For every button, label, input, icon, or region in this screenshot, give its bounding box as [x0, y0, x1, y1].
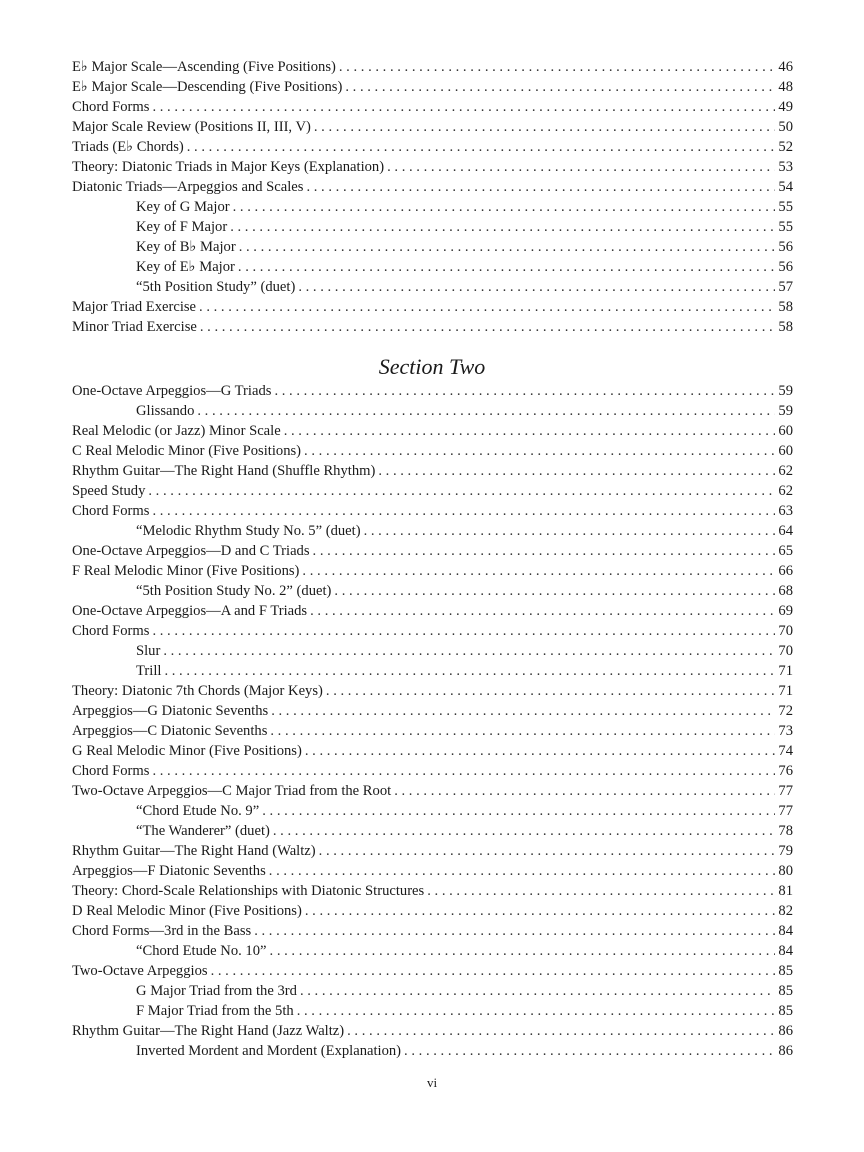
dot-leader [401, 1041, 775, 1061]
toc-entry-title: Trill [136, 663, 162, 679]
toc-entry[interactable] [72, 861, 793, 881]
dot-leader [197, 317, 775, 337]
dot-leader [311, 117, 775, 137]
toc-entry[interactable] [72, 801, 793, 821]
toc-entry[interactable] [72, 157, 793, 177]
toc-entry-title: Chord Forms—3rd in the Bass [72, 923, 252, 939]
dot-leader [161, 661, 775, 681]
toc-entry-page-number: 69 [778, 603, 793, 619]
dot-leader [342, 77, 775, 97]
toc-entry[interactable] [72, 1041, 793, 1061]
toc-entry-page-number: 86 [778, 1043, 793, 1059]
toc-entry-page-number: 57 [778, 279, 793, 295]
toc-entry-page-number: 71 [778, 683, 793, 699]
toc-entry-title: Arpeggios—F Diatonic Sevenths [72, 863, 266, 879]
toc-entry[interactable] [72, 421, 793, 441]
toc-entry[interactable] [72, 461, 793, 481]
toc-entry-title: Chord Forms [72, 99, 150, 115]
toc-list-part-one [72, 57, 793, 337]
toc-entry[interactable] [72, 401, 793, 421]
toc-entry-page-number: 62 [778, 483, 793, 499]
toc-entry-page-number: 65 [778, 543, 793, 559]
toc-entry-title: G Major Triad from the 3rd [136, 983, 297, 999]
toc-entry-page-number: 85 [778, 983, 793, 999]
dot-leader [160, 641, 775, 661]
toc-entry-title: Real Melodic (or Jazz) Minor Scale [72, 423, 281, 439]
toc-entry[interactable] [72, 581, 793, 601]
toc-entry-title: Rhythm Guitar—The Right Hand (Jazz Waltz) [72, 1023, 345, 1039]
page-number-footer: vi [426, 1075, 438, 1090]
dot-leader [227, 217, 775, 237]
toc-entry[interactable] [72, 681, 793, 701]
toc-entry[interactable] [72, 57, 793, 77]
dot-leader [235, 257, 775, 277]
toc-entry[interactable] [72, 701, 793, 721]
toc-entry-page-number: 64 [778, 523, 793, 539]
toc-entry-page-number: 70 [778, 623, 793, 639]
toc-entry[interactable] [72, 721, 793, 741]
dot-leader [391, 781, 775, 801]
toc-entry-page-number: 63 [778, 503, 793, 519]
dot-leader [375, 461, 775, 481]
dot-leader [344, 1021, 775, 1041]
dot-leader [336, 57, 775, 77]
toc-entry-title: One-Octave Arpeggios—D and C Triads [72, 543, 310, 559]
toc-entry-title: Chord Forms [72, 763, 150, 779]
dot-leader [384, 157, 775, 177]
toc-entry[interactable] [72, 441, 793, 461]
toc-entry-title: Theory: Diatonic Triads in Major Keys (Explanation) [72, 159, 385, 175]
dot-leader [208, 961, 775, 981]
toc-entry[interactable] [72, 277, 793, 297]
toc-entry-title: Inverted Mordent and Mordent (Explanation) [136, 1043, 402, 1059]
toc-entry-title: Theory: Chord-Scale Relationships with Diatonic Structures [72, 883, 425, 899]
toc-entry-title: Slur [136, 643, 161, 659]
dot-leader [331, 581, 775, 601]
toc-entry[interactable] [72, 137, 793, 157]
dot-leader [424, 881, 775, 901]
toc-entry-title: Diatonic Triads—Arpeggios and Scales [72, 179, 304, 195]
toc-entry-page-number: 86 [778, 1023, 793, 1039]
toc-entry-title: Rhythm Guitar—The Right Hand (Waltz) [72, 843, 316, 859]
toc-entry-title: F Major Triad from the 5th [136, 1003, 294, 1019]
toc-entry-title: C Real Melodic Minor (Five Positions) [72, 443, 302, 459]
toc-entry[interactable] [72, 77, 793, 97]
toc-entry[interactable] [72, 561, 793, 581]
toc-entry-page-number: 46 [778, 59, 793, 75]
dot-leader [297, 981, 775, 1001]
toc-entry-page-number: 56 [778, 239, 793, 255]
dot-leader [267, 721, 775, 741]
toc-entry-title: E♭ Major Scale—Ascending (Five Positions) [72, 59, 336, 75]
dot-leader [295, 277, 775, 297]
dot-leader [281, 421, 775, 441]
dot-leader [149, 761, 775, 781]
dot-leader [310, 541, 775, 561]
toc-entry-title: Speed Study [72, 483, 146, 499]
toc-entry-title: Glissando [136, 403, 195, 419]
toc-entry[interactable] [72, 841, 793, 861]
toc-entry-title: Arpeggios—C Diatonic Sevenths [72, 723, 268, 739]
toc-entry-page-number: 60 [778, 443, 793, 459]
toc-entry[interactable] [72, 901, 793, 921]
dot-leader [316, 841, 775, 861]
toc-entry-page-number: 54 [778, 179, 793, 195]
toc-entry-page-number: 77 [778, 783, 793, 799]
toc-entry[interactable] [72, 1021, 793, 1041]
dot-leader [361, 521, 775, 541]
toc-entry-page-number: 58 [778, 299, 793, 315]
toc-entry[interactable] [72, 381, 793, 401]
dot-leader [251, 921, 775, 941]
toc-entry[interactable] [72, 177, 793, 197]
dot-leader [267, 941, 775, 961]
toc-entry-title: “Chord Etude No. 9” [136, 803, 260, 819]
toc-entry-title: Arpeggios—G Diatonic Sevenths [72, 703, 269, 719]
dot-leader [149, 501, 775, 521]
toc-entry-page-number: 68 [778, 583, 793, 599]
toc-entry-title: Key of G Major [136, 199, 230, 215]
toc-entry-title: Chord Forms [72, 503, 150, 519]
dot-leader [271, 381, 775, 401]
toc-entry-page-number: 84 [778, 923, 793, 939]
toc-entry-page-number: 52 [778, 139, 793, 155]
toc-entry-title: Major Scale Review (Positions II, III, V) [72, 119, 311, 135]
toc-entry[interactable] [72, 961, 793, 981]
toc-entry-title: Key of B♭ Major [136, 239, 236, 255]
toc-entry[interactable] [72, 641, 793, 661]
toc-entry-title: “5th Position Study” (duet) [136, 279, 296, 295]
toc-entry-title: Rhythm Guitar—The Right Hand (Shuffle Rhythm) [72, 463, 376, 479]
toc-entry[interactable] [72, 297, 793, 317]
toc-entry-title: Triads (E♭ Chords) [72, 139, 184, 155]
dot-leader [194, 401, 775, 421]
dot-leader [268, 701, 775, 721]
toc-entry[interactable] [72, 1001, 793, 1021]
toc-entry[interactable] [72, 981, 793, 1001]
dot-leader [303, 177, 775, 197]
toc-entry-title: One-Octave Arpeggios—G Triads [72, 383, 272, 399]
toc-entry-page-number: 62 [778, 463, 793, 479]
toc-entry-page-number: 50 [778, 119, 793, 135]
toc-entry-page-number: 59 [778, 403, 793, 419]
toc-entry-page-number: 48 [778, 79, 793, 95]
toc-entry-page-number: 79 [778, 843, 793, 859]
toc-entry[interactable] [72, 541, 793, 561]
section-heading: Section Two [378, 354, 486, 379]
toc-entry[interactable] [72, 237, 793, 257]
toc-entry-title: Key of F Major [136, 219, 228, 235]
toc-entry-title: Major Triad Exercise [72, 299, 197, 315]
dot-leader [266, 861, 775, 881]
dot-leader [270, 821, 775, 841]
dot-leader [149, 97, 775, 117]
toc-entry[interactable] [72, 97, 793, 117]
toc-entry-title: Chord Forms [72, 623, 150, 639]
toc-entry-page-number: 81 [778, 883, 793, 899]
toc-entry[interactable] [72, 481, 793, 501]
toc-entry[interactable] [72, 621, 793, 641]
toc-entry-page-number: 56 [778, 259, 793, 275]
toc-entry[interactable] [72, 521, 793, 541]
dot-leader [149, 621, 775, 641]
toc-entry-title: “Chord Etude No. 10” [136, 943, 267, 959]
toc-entry-title: “Melodic Rhythm Study No. 5” (duet) [136, 523, 361, 539]
toc-entry-page-number: 60 [778, 423, 793, 439]
toc-entry[interactable] [72, 317, 793, 337]
toc-entry[interactable] [72, 217, 793, 237]
toc-entry-title: Key of E♭ Major [136, 259, 235, 275]
toc-entry-page-number: 55 [778, 199, 793, 215]
toc-entry-page-number: 70 [778, 643, 793, 659]
toc-entry[interactable] [72, 197, 793, 217]
toc-entry-title: Theory: Diatonic 7th Chords (Major Keys) [72, 683, 323, 699]
toc-entry-title: “5th Position Study No. 2” (duet) [136, 583, 332, 599]
toc-entry-page-number: 76 [778, 763, 793, 779]
toc-entry-title: D Real Melodic Minor (Five Positions) [72, 903, 302, 919]
dot-leader [299, 561, 775, 581]
toc-entry-title: “The Wanderer” (duet) [136, 823, 270, 839]
toc-entry-page-number: 77 [778, 803, 793, 819]
toc-entry-page-number: 72 [778, 703, 793, 719]
toc-entry[interactable] [72, 257, 793, 277]
toc-entry[interactable] [72, 921, 793, 941]
dot-leader [230, 197, 775, 217]
toc-entry-page-number: 74 [778, 743, 793, 759]
toc-entry-page-number: 78 [778, 823, 793, 839]
toc-entry-page-number: 85 [778, 1003, 793, 1019]
toc-entry-page-number: 59 [778, 383, 793, 399]
toc-entry[interactable] [72, 661, 793, 681]
toc-entry[interactable] [72, 761, 793, 781]
toc-entry-title: One-Octave Arpeggios—A and F Triads [72, 603, 308, 619]
toc-entry-page-number: 73 [778, 723, 793, 739]
toc-entry-title: Two-Octave Arpeggios [72, 963, 208, 979]
toc-entry-title: G Real Melodic Minor (Five Positions) [72, 743, 302, 759]
toc-entry-page-number: 80 [778, 863, 793, 879]
toc-entry-title: Two-Octave Arpeggios—C Major Triad from the Root [72, 783, 392, 799]
toc-entry-page-number: 82 [778, 903, 793, 919]
toc-entry[interactable] [72, 881, 793, 901]
dot-leader [323, 681, 775, 701]
dot-leader [302, 741, 775, 761]
toc-list-section-two [72, 381, 793, 1061]
toc-entry-page-number: 49 [778, 99, 793, 115]
toc-entry-page-number: 53 [778, 159, 793, 175]
toc-entry[interactable] [72, 741, 793, 761]
toc-entry[interactable] [72, 941, 793, 961]
toc-entry-title: Minor Triad Exercise [72, 319, 197, 335]
toc-entry[interactable] [72, 821, 793, 841]
toc-entry-title: F Real Melodic Minor (Five Positions) [72, 563, 300, 579]
dot-leader [236, 237, 775, 257]
dot-leader [196, 297, 775, 317]
dot-leader [307, 601, 775, 621]
toc-entry-page-number: 55 [778, 219, 793, 235]
toc-entry[interactable] [72, 781, 793, 801]
dot-leader [184, 137, 775, 157]
dot-leader [259, 801, 775, 821]
toc-entry-page-number: 84 [778, 943, 793, 959]
dot-leader [301, 441, 775, 461]
dot-leader [294, 1001, 775, 1021]
toc-entry-page-number: 85 [778, 963, 793, 979]
dot-leader [145, 481, 775, 501]
toc-entry-page-number: 66 [778, 563, 793, 579]
toc-entry-page-number: 71 [778, 663, 793, 679]
toc-entry-title: E♭ Major Scale—Descending (Five Positions) [72, 79, 343, 95]
dot-leader [302, 901, 775, 921]
toc-entry-page-number: 58 [778, 319, 793, 335]
toc-entry[interactable] [72, 601, 793, 621]
toc-entry[interactable] [72, 501, 793, 521]
toc-entry[interactable] [72, 117, 793, 137]
